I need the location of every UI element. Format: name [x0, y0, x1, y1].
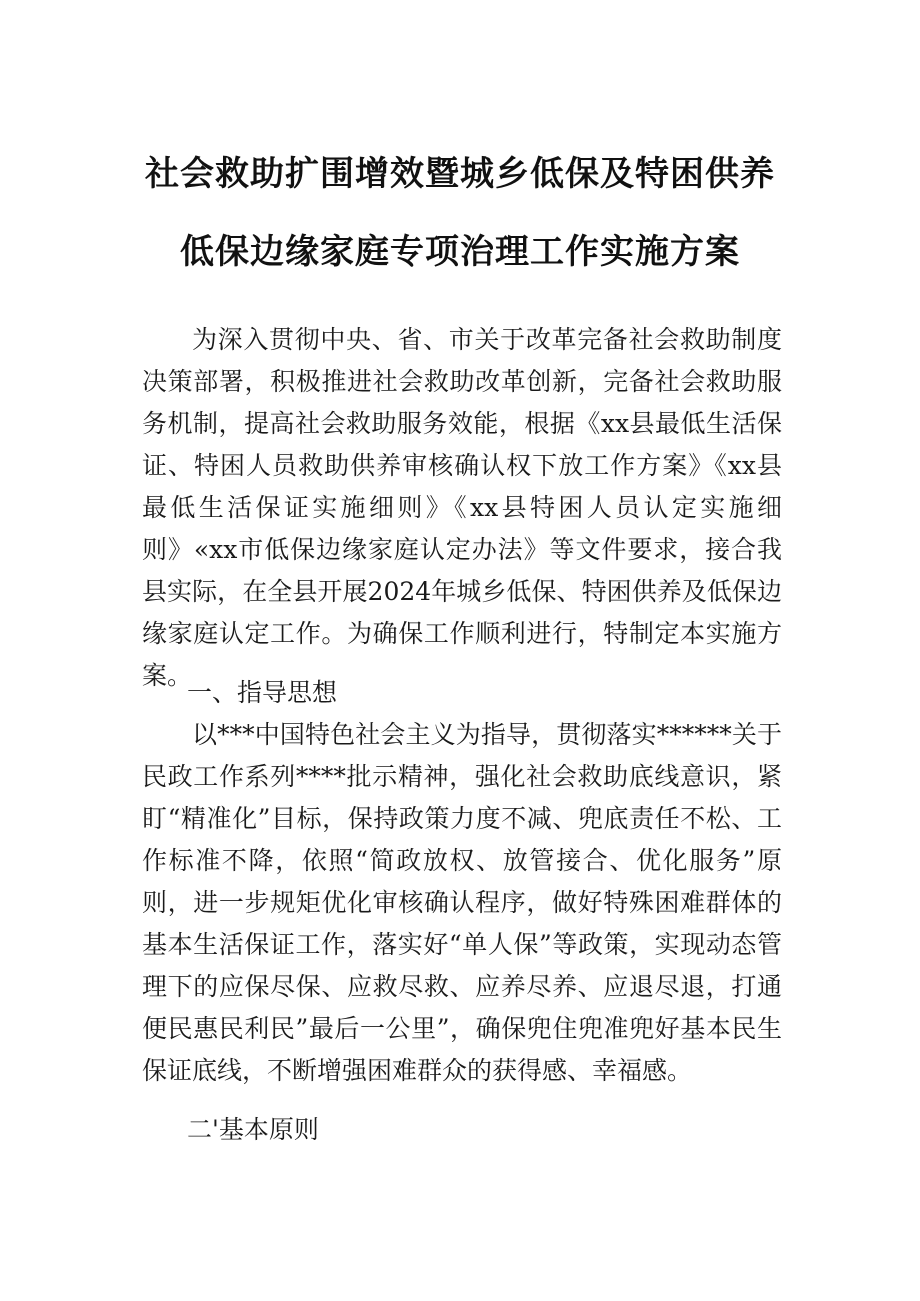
section-1-body: [142, 714, 782, 1092]
intro-section: [142, 319, 782, 697]
section-1-heading: 一、指导思想: [187, 678, 338, 707]
document-title-line-1: 社会救助扩围增效暨城乡低保及特困供养: [145, 154, 775, 194]
section-1-paragraph: 以***中国特色社会主义为指导，贯彻落实******关于民政工作系列****批示精神，强化社会救助底线意识，紧盯“精准化”目标，保持政策力度不减、兜底责任不松、工作标准不降，依照“简政放权、放管接合、优化服务”原则，进一步规矩优化审核确认程序，做好特殊困难群体的基本生活保证工作，落实好“单人保”等政策，实现动态管理下的应保尽保、应救尽救、应养尽养、应退尽退，打通便民惠民利民”最后一公里”，确保兜住兜准兜好基本民生保证底线，不断增强困难群众的获得感、幸福感。: [142, 720, 782, 1085]
section-1-header: [142, 672, 782, 714]
section-2-header: [142, 1109, 782, 1151]
intro-paragraph: 为深入贯彻中央、省、市关于改革完备社会救助制度决策部署，积极推进社会救助改革创新，完备社会救助服务机制，提高社会救助服务效能，根据《xx县最低生活保证、特困人员救助供养审核确认权下放工作方案》《xx县最低生活保证实施细则》《xx县特困人员认定实施细则》«xx市低保边缘家庭认定办法》等文件要求，接合我县实际，在全县开展2024年城乡低保、特困供养及低保边缘家庭认定工作。为确保工作顺利进行，特制定本实施方案。: [142, 325, 782, 690]
document-title-line-2: 低保边缘家庭专项治理工作实施方案: [180, 232, 740, 272]
section-2-heading: 二'基本原则: [187, 1115, 319, 1144]
